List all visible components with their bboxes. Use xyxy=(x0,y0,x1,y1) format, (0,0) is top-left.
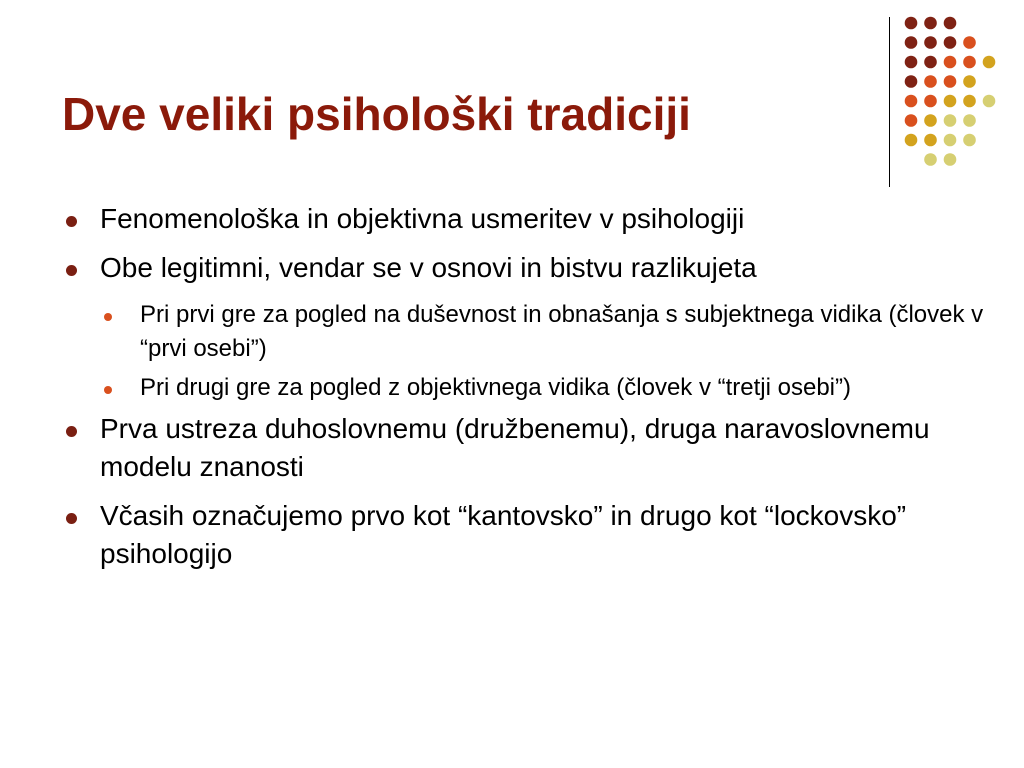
decorative-dot xyxy=(983,95,996,108)
slide-title: Dve veliki psihološki tradiciji xyxy=(62,88,691,140)
decorative-dot xyxy=(944,56,957,69)
decorative-dot xyxy=(905,17,918,30)
decorative-dot xyxy=(905,114,918,127)
decorative-dot xyxy=(944,17,957,30)
bullet-item-3 xyxy=(62,410,1002,486)
decorative-dot xyxy=(963,114,976,127)
bullet-item-1 xyxy=(62,200,1002,238)
sub-bullet-dot-icon xyxy=(104,313,112,321)
decorative-dot xyxy=(924,75,937,88)
decorative-dot xyxy=(944,134,957,147)
decorative-dot xyxy=(963,134,976,147)
decorative-dot xyxy=(924,36,937,49)
decorative-dot-grid xyxy=(896,12,1024,172)
decorative-dot xyxy=(905,56,918,69)
bullet-text: Včasih označujemo prvo kot “kantovsko” in drugo kot “lockovsko” psihologijo xyxy=(100,500,907,569)
decorative-dot xyxy=(905,134,918,147)
bullet-item-2 xyxy=(62,249,1002,287)
decorative-dot xyxy=(944,114,957,127)
decorative-dot xyxy=(905,36,918,49)
decorative-dot xyxy=(924,114,937,127)
bullet-text: Fenomenološka in objektivna usmeritev v psihologiji xyxy=(100,203,745,234)
decorative-dot xyxy=(963,36,976,49)
sub-bullet-dot-icon xyxy=(104,386,112,394)
bullet-list xyxy=(62,200,1002,584)
sub-bullet-item-2-2 xyxy=(100,371,1002,405)
decorative-dot xyxy=(924,153,937,166)
title-divider-line xyxy=(889,17,890,187)
decorative-dot xyxy=(944,153,957,166)
decorative-dot xyxy=(963,56,976,69)
decorative-dot xyxy=(944,95,957,108)
bullet-text: Prva ustreza duhoslovnemu (družbenemu), druga naravoslovnemu modelu znanosti xyxy=(100,413,930,482)
sub-bullet-text: Pri drugi gre za pogled z objektivnega vidika (človek v “tretji osebi”) xyxy=(140,374,851,401)
decorative-dot xyxy=(905,75,918,88)
decorative-dot xyxy=(983,56,996,69)
decorative-dot xyxy=(924,17,937,30)
sub-bullet-item-2-1 xyxy=(100,298,1002,366)
decorative-dot xyxy=(963,75,976,88)
decorative-dot xyxy=(924,95,937,108)
bullet-item-4 xyxy=(62,497,1002,573)
decorative-dot xyxy=(924,134,937,147)
decorative-dot xyxy=(944,75,957,88)
bullet-dot-icon xyxy=(66,426,77,437)
bullet-text: Obe legitimni, vendar se v osnovi in bistvu razlikujeta xyxy=(100,252,757,283)
decorative-dot xyxy=(924,56,937,69)
bullet-dot-icon xyxy=(66,265,77,276)
decorative-dot xyxy=(963,95,976,108)
bullet-dot-icon xyxy=(66,513,77,524)
sub-bullet-text: Pri prvi gre za pogled na duševnost in obnašanja s subjektnega vidika (človek v “prvi osebi”) xyxy=(140,301,984,362)
decorative-dot xyxy=(944,36,957,49)
decorative-dot xyxy=(905,95,918,108)
bullet-dot-icon xyxy=(66,216,77,227)
